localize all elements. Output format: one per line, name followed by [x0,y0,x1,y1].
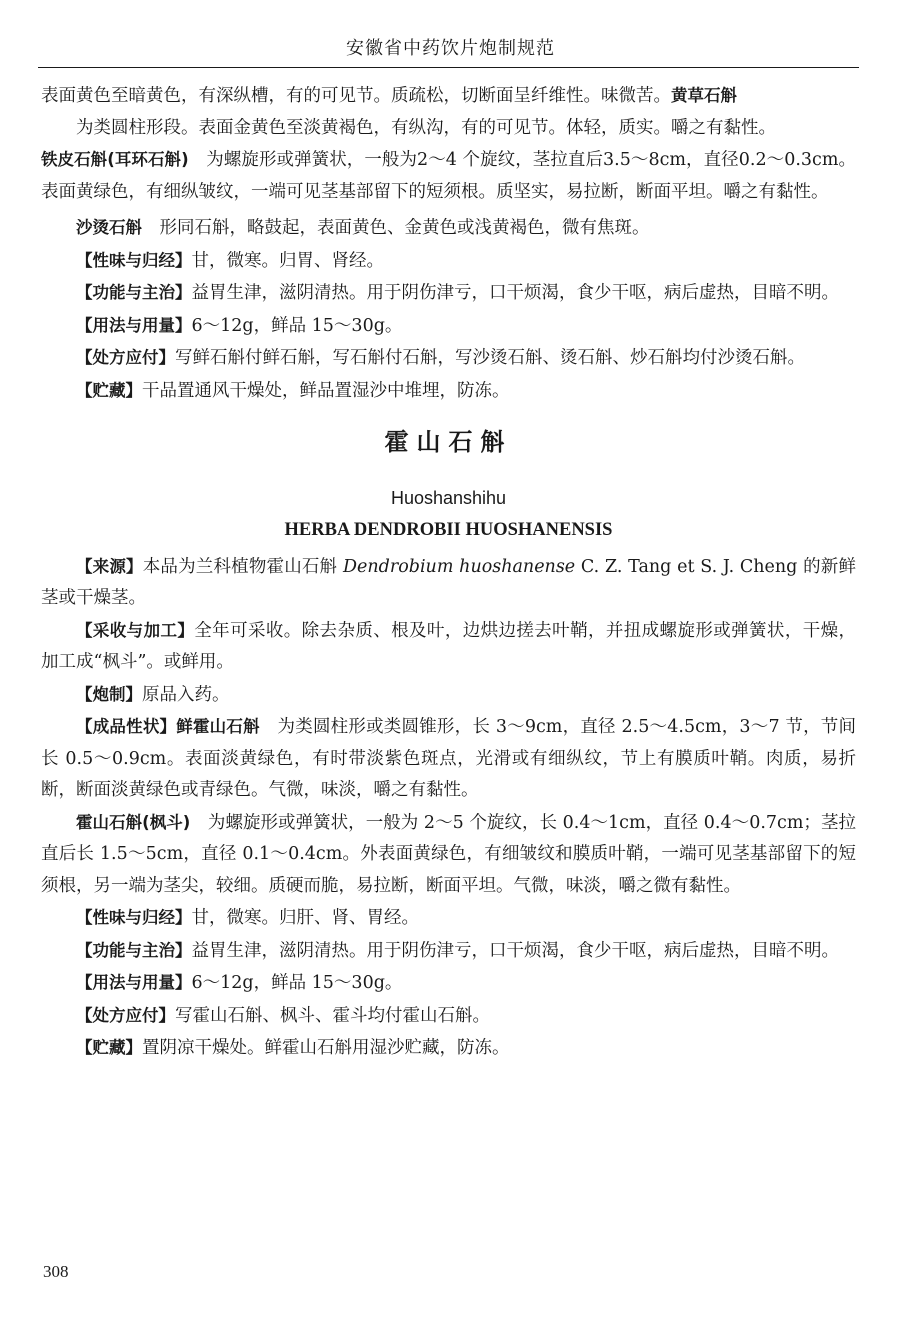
section-zhucang-prev [41,375,856,408]
section-xingwei-prev [41,245,856,278]
section-label: 【功能与主治】 [76,940,192,960]
section-chengpin [41,711,856,807]
section-label: 【处方应付】 [76,1005,175,1025]
text: 写鲜石斛付鲜石斛，写石斛付石斛，写沙烫石斛、烫石斛、炒石斛均付沙烫石斛。 [175,348,805,368]
section-paozhi [41,679,856,712]
section-laiyuan [41,551,856,615]
paragraph-tiepi [41,144,856,208]
page-header [0,0,901,62]
section-gongneng [41,935,856,968]
section-label: 【成品性状】鲜霍山石斛 [76,717,260,736]
text: 为螺旋形或弹簧状，一般为 2～5 个旋纹，长 0.4～1cm，直径 0.4～0.7cm；茎拉直后长 1.5～5cm，直径 0.1～0.4cm。外表面黄绿色，有细皱纹和膜质叶鞘，一端可见茎基部留下的短须根，另一端为茎尖，较细。质硬而脆，易拉断，断面平坦。气微，味淡，嚼之微有黏性。 [41,812,856,896]
header-rule [38,67,859,68]
text: C. Z. Tang et S. J. Cheng 的新鲜茎或干燥茎。 [41,556,856,608]
paragraph-shatang [41,212,856,245]
section-zhucang [41,1032,856,1065]
section-label: 【性味与归经】 [76,908,192,927]
page-number: 308 [43,1262,69,1281]
term-shatang-shihu: 沙烫石斛 [76,218,142,237]
section-gongneng-prev [41,277,856,310]
term-huangcao-shihu: 黄草石斛 [671,86,737,105]
text: 甘，微寒。归肝、肾、胃经。 [191,908,419,928]
monograph-title: 霍山石斛 [384,428,513,456]
section-label: 【功能与主治】 [76,283,192,302]
text: 益胃生津，滋阴清热。用于阴伤津亏，口干烦渴，食少干呕，病后虚热，目暗不明。 [191,940,839,961]
section-yongfa [41,967,856,1000]
section-caishou [41,615,856,679]
section-xingwei [41,902,856,935]
section-chufang [41,1000,856,1033]
monograph-latin-name: HERBA DENDROBII HUOSHANENSIS [284,519,613,540]
section-label: 【处方应付】 [76,348,175,367]
section-label: 【用法与用量】 [76,973,192,992]
section-label: 【用法与用量】 [76,315,192,335]
text: 为螺旋形或弹簧状，一般为2～4 个旋纹，茎拉直后3.5～8cm，直径0.2～0.3cm。表面黄绿色，有细纵皱纹，一端可见茎基部留下的短须根。质坚实，易拉断，断面平坦。嚼之有黏性。 [41,150,856,202]
section-label: 【炮制】 [76,684,142,704]
term-tiepi-shihu: 铁皮石斛(耳环石斛) [41,150,189,169]
section-label: 【贮藏】 [76,380,142,400]
text: 写霍山石斛、枫斗、霍斗均付霍山石斛。 [175,1005,490,1026]
paragraph-prev-description [41,80,856,113]
text: 形同石斛，略鼓起，表面黄色、金黄色或浅黄褐色，微有焦斑。 [159,218,650,238]
section-yongfa-prev [41,310,856,343]
text: 本品为兰科植物霍山石斛 [142,556,338,577]
text: 6～12g，鲜品 15～30g。 [191,315,403,336]
paragraph-huangcao: 为类圆柱形段。表面金黄色至淡黄褐色，有纵沟，有的可见节。体轻，质实。嚼之有黏性。 [76,117,776,138]
page-body [41,80,856,1065]
text: 为类圆柱形或类圆锥形，长 3～9cm，直径 2.5～4.5cm，3～7 节，节间长 0.5～0.9cm。表面淡黄绿色，有时带淡紫色斑点，光滑或有细纵纹，节上有膜质叶鞘。肉质，易折断，断面淡黄绿色或青绿色。气微，味淡，嚼之有黏性。 [41,717,857,800]
term-fengdou: 霍山石斛(枫斗) [76,812,191,832]
text: 原品入药。 [142,684,230,705]
text: 全年可采收。除去杂质、根及叶，边烘边搓去叶鞘，并扭成螺旋形或弹簧状，干燥，加工成“枫斗”。或鲜用。 [41,620,857,672]
text: 益胃生津，滋阴清热。用于阴伤津亏，口干烦渴，食少干呕，病后虚热，目暗不明。 [191,283,839,303]
text: 甘，微寒。归胃、肾经。 [191,250,384,271]
section-label: 【采收与加工】 [76,620,195,640]
species-name: Dendrobium huoshanense [343,556,576,577]
text: 置阴凉干燥处。鲜霍山石斛用湿沙贮藏，防冻。 [142,1038,510,1058]
text: 表面黄色至暗黄色，有深纵槽，有的可见节。质疏松，切断面呈纤维性。味微苦。 [41,86,671,106]
monograph-pinyin: Huoshanshihu [390,487,507,508]
section-label: 【来源】 [76,556,143,576]
running-header-title: 安徽省中药饮片炮制规范 [346,38,555,59]
section-label: 【性味与归经】 [76,250,192,270]
section-label: 【贮藏】 [76,1038,142,1057]
section-fengdou [41,807,856,903]
text: 干品置通风干燥处，鲜品置湿沙中堆埋，防冻。 [142,380,510,401]
section-chufang-prev [41,342,856,375]
text: 6～12g，鲜品 15～30g。 [191,973,403,993]
